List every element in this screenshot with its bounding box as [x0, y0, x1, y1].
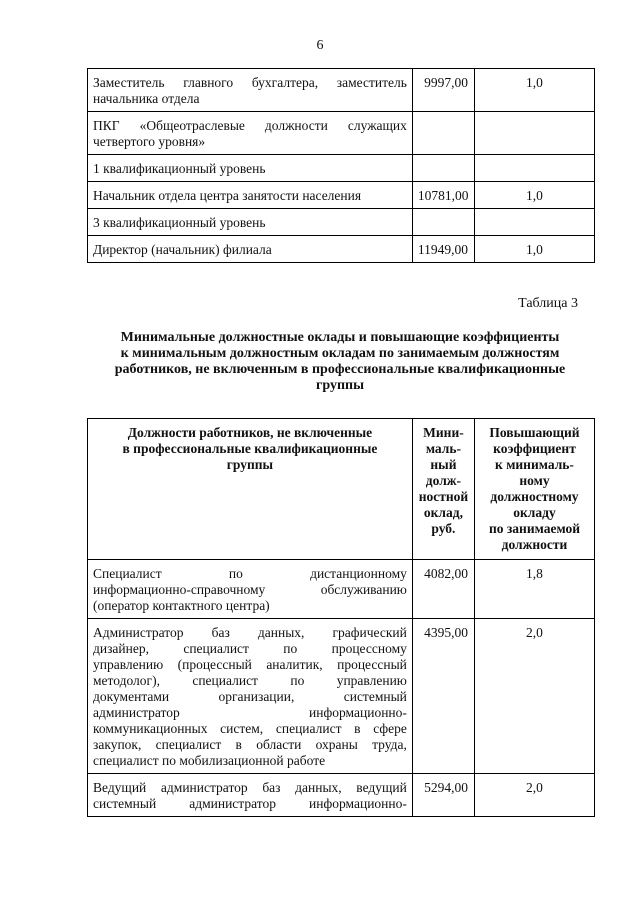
- header-position: [88, 419, 413, 560]
- coefficient-cell: 1,8: [474, 560, 594, 619]
- table-header-row: [88, 419, 595, 560]
- position-line: Специалист по дистанционному: [93, 566, 407, 581]
- position-line: Начальник отдела центра занятости населения: [93, 188, 362, 203]
- title-line: Минимальные должностные оклады и повышающие коэффициенты: [120, 330, 560, 345]
- header-line: окладу: [513, 505, 556, 520]
- table-row: [88, 236, 595, 263]
- position-cell: [88, 774, 413, 817]
- header-line: ному: [519, 473, 550, 488]
- header-line: маль-: [425, 441, 462, 456]
- title-line: к минимальным должностным окладам по занимаемым должностям: [120, 346, 560, 361]
- position-line: специалист по мобилизационной работе: [93, 753, 326, 768]
- position-line: ПКГ «Общеотраслевые должности служащих: [93, 118, 407, 133]
- table-row: [88, 155, 595, 182]
- position-line: закупок, специалист в области охраны труда,: [93, 737, 407, 752]
- header-coefficient: [474, 419, 594, 560]
- position-line: Ведущий администратор баз данных, ведущий: [93, 780, 407, 795]
- header-line: оклад,: [423, 505, 463, 520]
- salary-cell: 4082,00: [412, 560, 474, 619]
- salary-table-3: [87, 418, 595, 817]
- position-line: методолог), специалист по управлению: [93, 673, 407, 688]
- coefficient-cell: 1,0: [474, 69, 594, 112]
- header-line: должностному: [490, 489, 579, 504]
- position-cell: [88, 155, 413, 182]
- position-line: управлению (процессный аналитик, процессный: [93, 657, 407, 672]
- salary-cell: 5294,00: [412, 774, 474, 817]
- position-line: (оператор контактного центра): [93, 598, 270, 613]
- position-cell: [88, 560, 413, 619]
- salary-cell: 4395,00: [412, 619, 474, 774]
- header-line: коэффициент: [493, 441, 576, 456]
- position-line: 1 квалификационный уровень: [93, 161, 266, 176]
- position-cell: [88, 112, 413, 155]
- header-line: ностной: [418, 489, 469, 504]
- table-row: [88, 560, 595, 619]
- position-line: Заместитель главного бухгалтера, заместитель: [93, 75, 407, 90]
- header-line: должности: [501, 537, 568, 552]
- coefficient-cell: [474, 112, 594, 155]
- coefficient-cell: 1,0: [474, 182, 594, 209]
- salary-table-continued: [87, 68, 595, 263]
- header-line: руб.: [431, 521, 456, 536]
- position-line: Администратор баз данных, графический: [93, 625, 407, 640]
- header-line: Повышающий: [489, 425, 580, 440]
- table-row: [88, 209, 595, 236]
- position-line: начальника отдела: [93, 91, 200, 106]
- salary-cell: [412, 155, 474, 182]
- position-cell: [88, 619, 413, 774]
- title-line: группы: [315, 378, 365, 393]
- header-salary: [412, 419, 474, 560]
- coefficient-cell: [474, 209, 594, 236]
- salary-cell: [412, 209, 474, 236]
- table-row: [88, 182, 595, 209]
- table-caption: Таблица 3: [518, 296, 578, 311]
- coefficient-cell: 2,0: [474, 774, 594, 817]
- position-line: администратор информационно-: [93, 705, 407, 720]
- table-title: [90, 330, 590, 394]
- position-line: системный администратор информационно-: [93, 796, 407, 811]
- header-line: Должности работников, не включенные: [127, 425, 373, 440]
- page-number: 6: [316, 38, 324, 53]
- salary-cell: 10781,00: [412, 182, 474, 209]
- header-line: ный: [430, 457, 457, 472]
- coefficient-cell: 1,0: [474, 236, 594, 263]
- header-line: в профессиональные квалификационные: [122, 441, 378, 456]
- salary-cell: 9997,00: [412, 69, 474, 112]
- table-row: [88, 69, 595, 112]
- header-line: по занимаемой: [488, 521, 580, 536]
- position-line: дизайнер, специалист по процессному: [93, 641, 407, 656]
- coefficient-cell: 2,0: [474, 619, 594, 774]
- title-line: работников, не включенным в профессиональные квалификационные: [114, 362, 566, 377]
- header-line: к минималь-: [495, 457, 574, 472]
- position-line: четвертого уровня»: [93, 134, 206, 149]
- table-row: [88, 112, 595, 155]
- table-row: [88, 619, 595, 774]
- position-cell: [88, 69, 413, 112]
- position-cell: [88, 182, 413, 209]
- header-line: группы: [226, 457, 274, 472]
- position-line: коммуникационных систем, специалист в сфере: [93, 721, 407, 736]
- position-cell: [88, 209, 413, 236]
- header-line: Мини-: [423, 425, 464, 440]
- position-line: 3 квалификационный уровень: [93, 215, 266, 230]
- coefficient-cell: [474, 155, 594, 182]
- position-line: Директор (начальник) филиала: [93, 242, 272, 257]
- position-cell: [88, 236, 413, 263]
- table-row: [88, 774, 595, 817]
- header-line: долж-: [425, 473, 462, 488]
- position-line: информационно-справочному обслуживанию: [93, 582, 407, 597]
- salary-cell: [412, 112, 474, 155]
- salary-cell: 11949,00: [412, 236, 474, 263]
- position-line: документами организации, системный: [93, 689, 407, 704]
